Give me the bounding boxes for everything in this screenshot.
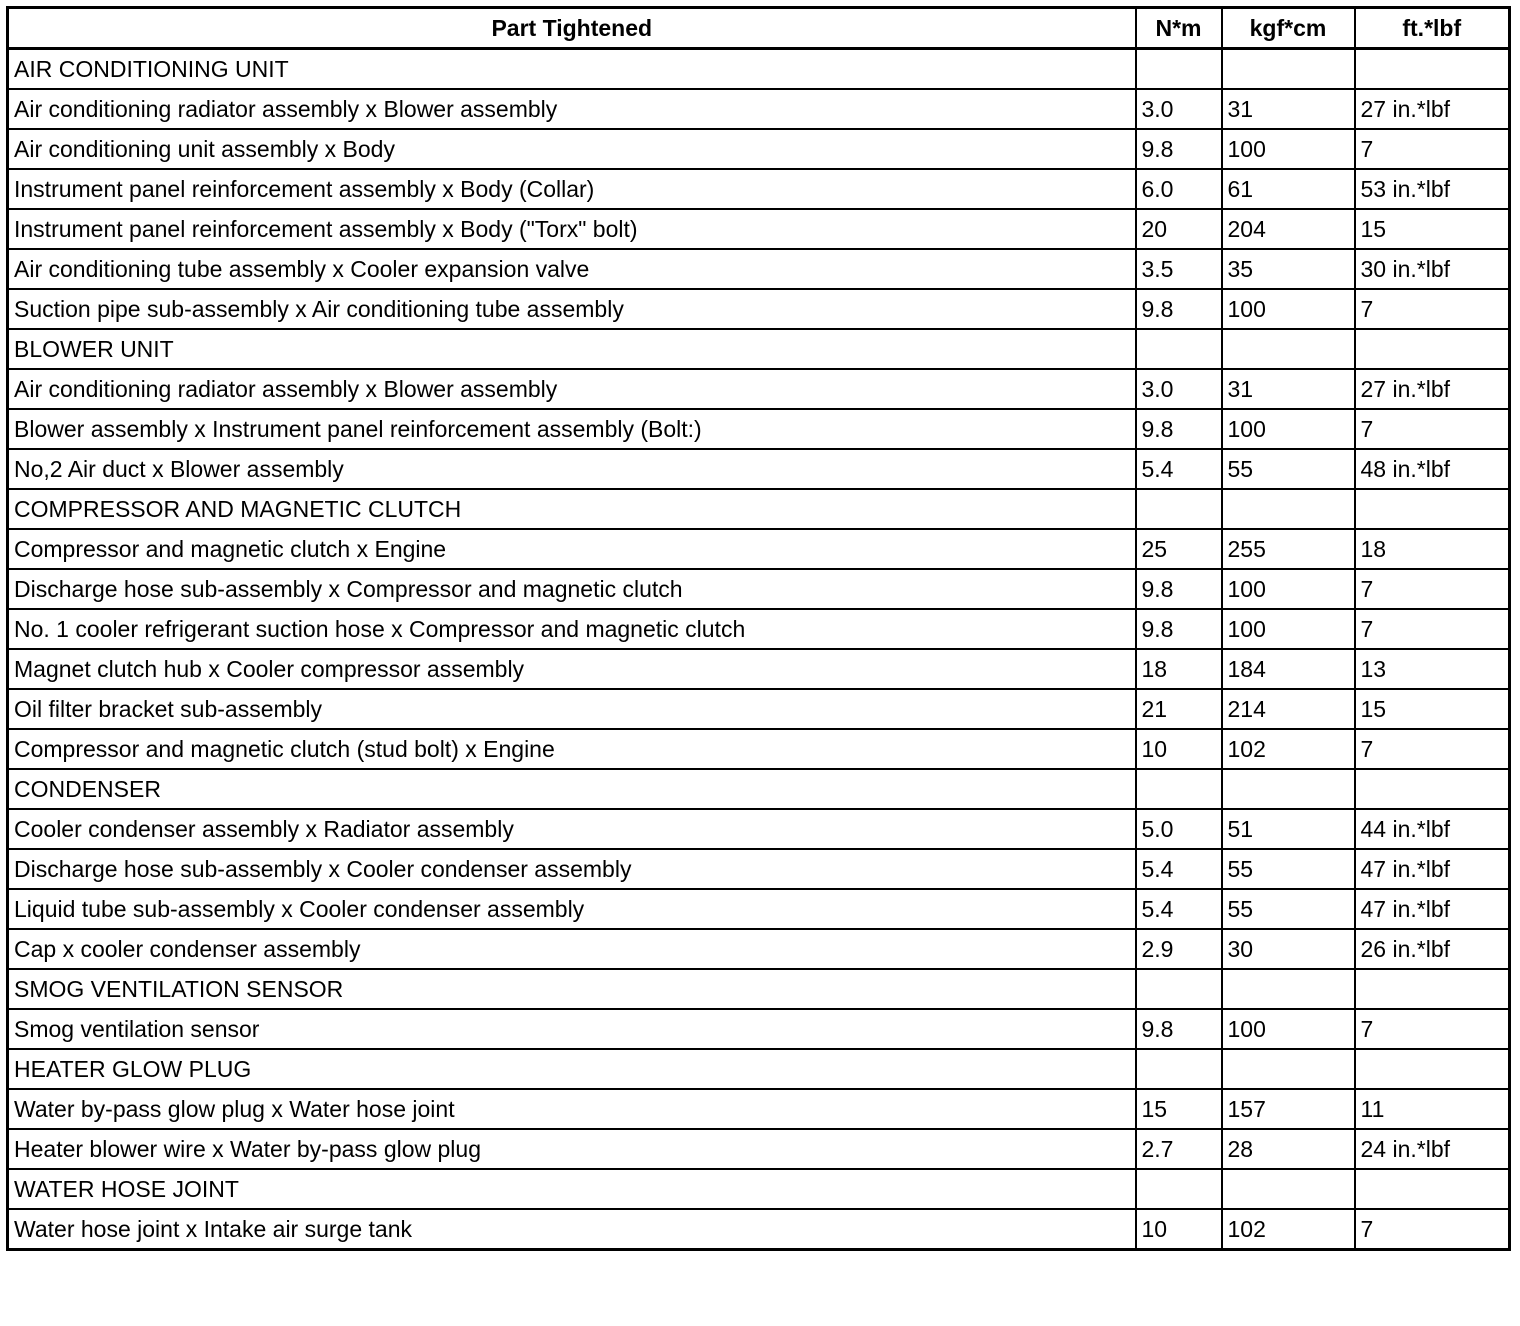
- nm-cell: 9.8: [1136, 409, 1222, 449]
- kgf-cm-cell: 204: [1222, 209, 1355, 249]
- kgf-cm-cell: 214: [1222, 689, 1355, 729]
- ft-lbf-cell: 27 in.*lbf: [1355, 89, 1510, 129]
- nm-cell: 10: [1136, 1209, 1222, 1250]
- table-row: [8, 609, 1510, 649]
- kgf-cm-cell: 61: [1222, 169, 1355, 209]
- nm-cell: 21: [1136, 689, 1222, 729]
- table-row: [8, 169, 1510, 209]
- table-row: [8, 1129, 1510, 1169]
- kgf-cm-cell: 100: [1222, 1009, 1355, 1049]
- part-cell: Blower assembly x Instrument panel reinforcement assembly (Bolt:): [8, 409, 1136, 449]
- nm-cell: 9.8: [1136, 609, 1222, 649]
- table-row: [8, 409, 1510, 449]
- kgf-cm-cell: 100: [1222, 569, 1355, 609]
- nm-cell: [1136, 49, 1222, 90]
- torque-spec-table: [6, 6, 1511, 1251]
- kgf-cm-cell: [1222, 1049, 1355, 1089]
- ft-lbf-cell: [1355, 329, 1510, 369]
- ft-lbf-cell: [1355, 969, 1510, 1009]
- ft-lbf-cell: 7: [1355, 1009, 1510, 1049]
- table-row: [8, 289, 1510, 329]
- part-cell: Air conditioning tube assembly x Cooler expansion valve: [8, 249, 1136, 289]
- nm-cell: 5.0: [1136, 809, 1222, 849]
- ft-lbf-cell: 47 in.*lbf: [1355, 889, 1510, 929]
- section-title-cell: WATER HOSE JOINT: [8, 1169, 1136, 1209]
- part-cell: Suction pipe sub-assembly x Air conditioning tube assembly: [8, 289, 1136, 329]
- table-row: [8, 689, 1510, 729]
- part-cell: Compressor and magnetic clutch (stud bolt) x Engine: [8, 729, 1136, 769]
- table-row: [8, 809, 1510, 849]
- part-cell: Air conditioning radiator assembly x Blower assembly: [8, 89, 1136, 129]
- table-row: [8, 1089, 1510, 1129]
- kgf-cm-cell: 55: [1222, 889, 1355, 929]
- table-row: [8, 1009, 1510, 1049]
- ft-lbf-cell: 27 in.*lbf: [1355, 369, 1510, 409]
- nm-cell: 5.4: [1136, 849, 1222, 889]
- part-cell: Magnet clutch hub x Cooler compressor assembly: [8, 649, 1136, 689]
- kgf-cm-cell: [1222, 769, 1355, 809]
- table-row: [8, 649, 1510, 689]
- section-title-cell: AIR CONDITIONING UNIT: [8, 49, 1136, 90]
- kgf-cm-cell: [1222, 1169, 1355, 1209]
- table-row: [8, 729, 1510, 769]
- part-cell: Liquid tube sub-assembly x Cooler condenser assembly: [8, 889, 1136, 929]
- ft-lbf-cell: 47 in.*lbf: [1355, 849, 1510, 889]
- kgf-cm-cell: 102: [1222, 729, 1355, 769]
- nm-cell: 10: [1136, 729, 1222, 769]
- section-title-cell: HEATER GLOW PLUG: [8, 1049, 1136, 1089]
- section-title-cell: COMPRESSOR AND MAGNETIC CLUTCH: [8, 489, 1136, 529]
- section-row: [8, 49, 1510, 90]
- kgf-cm-cell: [1222, 49, 1355, 90]
- table-row: [8, 129, 1510, 169]
- ft-lbf-cell: 7: [1355, 129, 1510, 169]
- section-row: [8, 1049, 1510, 1089]
- nm-cell: 2.9: [1136, 929, 1222, 969]
- kgf-cm-cell: [1222, 489, 1355, 529]
- part-cell: Discharge hose sub-assembly x Compressor and magnetic clutch: [8, 569, 1136, 609]
- table-row: [8, 449, 1510, 489]
- kgf-cm-cell: 157: [1222, 1089, 1355, 1129]
- table-row: [8, 849, 1510, 889]
- ft-lbf-cell: [1355, 1049, 1510, 1089]
- nm-cell: 9.8: [1136, 289, 1222, 329]
- header-nm: N*m: [1136, 8, 1222, 49]
- nm-cell: 2.7: [1136, 1129, 1222, 1169]
- nm-cell: 5.4: [1136, 449, 1222, 489]
- part-cell: Cap x cooler condenser assembly: [8, 929, 1136, 969]
- nm-cell: 25: [1136, 529, 1222, 569]
- ft-lbf-cell: [1355, 489, 1510, 529]
- part-cell: Instrument panel reinforcement assembly x Body ("Torx" bolt): [8, 209, 1136, 249]
- part-cell: Air conditioning radiator assembly x Blower assembly: [8, 369, 1136, 409]
- ft-lbf-cell: 30 in.*lbf: [1355, 249, 1510, 289]
- ft-lbf-cell: [1355, 49, 1510, 90]
- kgf-cm-cell: 102: [1222, 1209, 1355, 1250]
- header-ft-lbf: ft.*lbf: [1355, 8, 1510, 49]
- table-header: [8, 8, 1510, 49]
- nm-cell: 9.8: [1136, 569, 1222, 609]
- table-row: [8, 929, 1510, 969]
- nm-cell: 18: [1136, 649, 1222, 689]
- header-part-tightened: Part Tightened: [8, 8, 1136, 49]
- nm-cell: 9.8: [1136, 1009, 1222, 1049]
- part-cell: Oil filter bracket sub-assembly: [8, 689, 1136, 729]
- nm-cell: 3.0: [1136, 369, 1222, 409]
- nm-cell: 9.8: [1136, 129, 1222, 169]
- ft-lbf-cell: 15: [1355, 209, 1510, 249]
- ft-lbf-cell: [1355, 1169, 1510, 1209]
- ft-lbf-cell: 18: [1355, 529, 1510, 569]
- ft-lbf-cell: 48 in.*lbf: [1355, 449, 1510, 489]
- nm-cell: [1136, 969, 1222, 1009]
- ft-lbf-cell: 44 in.*lbf: [1355, 809, 1510, 849]
- kgf-cm-cell: 51: [1222, 809, 1355, 849]
- ft-lbf-cell: 7: [1355, 289, 1510, 329]
- table-row: [8, 249, 1510, 289]
- kgf-cm-cell: 55: [1222, 449, 1355, 489]
- ft-lbf-cell: 53 in.*lbf: [1355, 169, 1510, 209]
- header-row: [8, 8, 1510, 49]
- section-row: [8, 969, 1510, 1009]
- part-cell: Water hose joint x Intake air surge tank: [8, 1209, 1136, 1250]
- kgf-cm-cell: 31: [1222, 369, 1355, 409]
- nm-cell: [1136, 489, 1222, 529]
- section-title-cell: CONDENSER: [8, 769, 1136, 809]
- kgf-cm-cell: 100: [1222, 409, 1355, 449]
- kgf-cm-cell: 100: [1222, 129, 1355, 169]
- part-cell: No,2 Air duct x Blower assembly: [8, 449, 1136, 489]
- ft-lbf-cell: 7: [1355, 609, 1510, 649]
- table-row: [8, 209, 1510, 249]
- section-row: [8, 1169, 1510, 1209]
- part-cell: Cooler condenser assembly x Radiator assembly: [8, 809, 1136, 849]
- ft-lbf-cell: 26 in.*lbf: [1355, 929, 1510, 969]
- table-row: [8, 369, 1510, 409]
- table-row: [8, 1209, 1510, 1250]
- ft-lbf-cell: 11: [1355, 1089, 1510, 1129]
- part-cell: Air conditioning unit assembly x Body: [8, 129, 1136, 169]
- section-row: [8, 329, 1510, 369]
- ft-lbf-cell: 7: [1355, 1209, 1510, 1250]
- table-row: [8, 569, 1510, 609]
- part-cell: Heater blower wire x Water by-pass glow plug: [8, 1129, 1136, 1169]
- kgf-cm-cell: 100: [1222, 289, 1355, 329]
- kgf-cm-cell: [1222, 969, 1355, 1009]
- nm-cell: [1136, 1049, 1222, 1089]
- kgf-cm-cell: 28: [1222, 1129, 1355, 1169]
- nm-cell: 3.0: [1136, 89, 1222, 129]
- part-cell: Instrument panel reinforcement assembly x Body (Collar): [8, 169, 1136, 209]
- kgf-cm-cell: 35: [1222, 249, 1355, 289]
- part-cell: Water by-pass glow plug x Water hose joint: [8, 1089, 1136, 1129]
- part-cell: Compressor and magnetic clutch x Engine: [8, 529, 1136, 569]
- kgf-cm-cell: 184: [1222, 649, 1355, 689]
- kgf-cm-cell: [1222, 329, 1355, 369]
- ft-lbf-cell: [1355, 769, 1510, 809]
- nm-cell: [1136, 329, 1222, 369]
- ft-lbf-cell: 7: [1355, 729, 1510, 769]
- section-row: [8, 769, 1510, 809]
- ft-lbf-cell: 7: [1355, 569, 1510, 609]
- nm-cell: [1136, 769, 1222, 809]
- kgf-cm-cell: 100: [1222, 609, 1355, 649]
- header-kgf-cm: kgf*cm: [1222, 8, 1355, 49]
- kgf-cm-cell: 55: [1222, 849, 1355, 889]
- section-row: [8, 489, 1510, 529]
- ft-lbf-cell: 15: [1355, 689, 1510, 729]
- nm-cell: 15: [1136, 1089, 1222, 1129]
- part-cell: No. 1 cooler refrigerant suction hose x Compressor and magnetic clutch: [8, 609, 1136, 649]
- ft-lbf-cell: 24 in.*lbf: [1355, 1129, 1510, 1169]
- section-title-cell: SMOG VENTILATION SENSOR: [8, 969, 1136, 1009]
- nm-cell: 20: [1136, 209, 1222, 249]
- kgf-cm-cell: 31: [1222, 89, 1355, 129]
- kgf-cm-cell: 30: [1222, 929, 1355, 969]
- nm-cell: [1136, 1169, 1222, 1209]
- kgf-cm-cell: 255: [1222, 529, 1355, 569]
- nm-cell: 5.4: [1136, 889, 1222, 929]
- section-title-cell: BLOWER UNIT: [8, 329, 1136, 369]
- table-body: [8, 49, 1510, 1250]
- table-row: [8, 889, 1510, 929]
- part-cell: Discharge hose sub-assembly x Cooler condenser assembly: [8, 849, 1136, 889]
- nm-cell: 6.0: [1136, 169, 1222, 209]
- ft-lbf-cell: 13: [1355, 649, 1510, 689]
- table-row: [8, 89, 1510, 129]
- part-cell: Smog ventilation sensor: [8, 1009, 1136, 1049]
- nm-cell: 3.5: [1136, 249, 1222, 289]
- ft-lbf-cell: 7: [1355, 409, 1510, 449]
- table-row: [8, 529, 1510, 569]
